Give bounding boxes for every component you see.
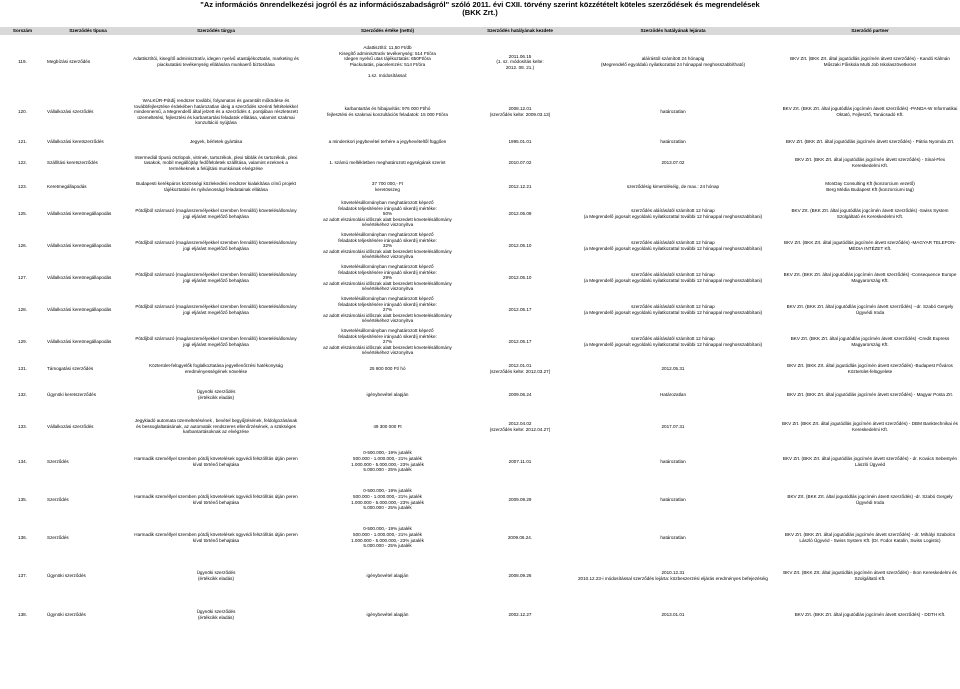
contract-value: 0-500.000,- 19% jutalék 500.000 - 1.000.000,- 21% jutalék 1.000.000 - 5.000.000,- 23% jutalék 5.000.000 - 25% jutalék: [351, 450, 424, 473]
contract-value: 0-500.000,- 19% jutalék 500.000 - 1.000.000,- 21% jutalék 1.000.000 - 5.000.000,- 23% jutalék 5.000.000 - 25% jutalék: [351, 526, 424, 549]
contract-end: határozatlan: [660, 534, 686, 540]
contract-end: határozatlan: [660, 138, 686, 144]
table-row: [0, 558, 960, 594]
contract-value: 0-500.000,- 19% jutalék 500.000 - 1.000.000,- 21% jutalék 1.000.000 - 5.000.000,- 23% jutalék 5.000.000 - 25% jutalék: [351, 488, 424, 511]
contract-start: 2012.12.21: [508, 184, 532, 190]
contract-type: Vállalkozási keretmegállapodás: [47, 307, 112, 313]
table-row: [0, 91, 960, 133]
contract-end: szerződés aláírásától számított 12 hónap (a Megrendelő jogosult egyoldalú nyilatkozattal további 12 hónappal meghosszabbítani): [583, 304, 763, 315]
table-row: [0, 597, 960, 632]
table-row: [0, 361, 960, 376]
contract-partner: BKV Zrt. (BKK Zrt. által jogutódlás jogcímén átvett szerződés) - Ikon Kereskedelmi és Szolgáltató Kft.: [783, 570, 957, 581]
contract-type: Vállalkozási szerződés: [47, 423, 94, 429]
contract-partner: BKV Zrt. (BKK Zrt. által jogutódlás jogcímén átvett szerződés) - Kandó Kálmán Műszaki Főiskola Multi Job Iskolaszövetkezet: [790, 56, 950, 67]
contract-partner: BKV Zrt. (BKK Zrt. által jogutódlás jogcímén átvett szerződés) -Swiss System Szolgáltató és Kereskedelmi Kft.: [791, 208, 949, 219]
row-number: 125.: [18, 211, 27, 217]
contract-partner: BKV Zrt. (BKK Zrt. által jogutódlás jogcímén átvett szerződés) -Budapest Főváros Közterület-felügyelete: [787, 362, 953, 374]
contract-subject: Ügynöki szerződés (értékcikk eladás): [196, 388, 236, 400]
contract-end: aláírástól számított 24 hónapig (Megrendelő egyoldalú nyilatkozattal 24 hónappal meghosszabbítható): [600, 56, 746, 67]
row-number: 134.: [18, 458, 27, 464]
contract-value: igénybevétel alapján: [366, 611, 409, 617]
contract-subject: Jegykiadó automata üzemeltetésének , bevétel begyűjtésének, feldolgozásának és bessoglaltatásának, az automaták rendszeres ellenőrzésének, a szükséges karbantartásoknak az elvégzése: [134, 418, 298, 435]
contract-type: Vállalkozási szerződés: [47, 109, 94, 115]
row-number: 135.: [18, 496, 27, 502]
contract-value: követelésállományban meghatározott képező feladatok teljesítésére irányadó sikerdíj mértéke: 27% az adott elszámolási időszak alatt beszedett követelésállomány névértékéhez viszonyítva: [323, 328, 452, 356]
contract-partner: MonDay Consulting Kft (konzorcium vezető) Berg Média Budapest Kft (konzorciumi tag): [825, 181, 915, 192]
row-number: 126.: [18, 243, 27, 249]
table-row: [0, 262, 960, 294]
title-line-2: (BKK Zrt.): [462, 8, 498, 17]
contract-end: 2013.01.01: [661, 611, 685, 617]
column-header: Szerződés hatályának kezdete: [474, 27, 566, 35]
contract-subject: Pótdíjból származó (magánszemélyekkel szemben fennálló) követelésállomány jogi eljárást megelőző behajtása: [135, 304, 297, 315]
contract-value: követelésállományban meghatározott képező feladatok teljesítésére irányadó sikerdíj mértéke: 32% az adott elszámolási időszak alatt beszedett követelésállomány névértékéhez viszonyítva: [323, 232, 452, 260]
contract-type: Szerződés: [47, 496, 69, 502]
row-number: 119.: [18, 59, 27, 65]
row-number: 138.: [18, 611, 27, 617]
contract-partner: BKV Zrt. (BKK Zrt. által jogutódlás jogcímén átvett szerződés) - Magyar Posta Zrt.: [786, 391, 954, 397]
table-header-row: [0, 27, 960, 35]
contract-subject: Ügynöki szerződés (értékcikk eladás): [196, 570, 236, 581]
contract-start: 2009.06.24: [508, 391, 532, 397]
contract-subject: Jegyek, bérletek gyártása: [189, 138, 243, 144]
contract-subject: Ügynöki szerződés (értékcikk eladás): [196, 608, 236, 620]
contract-value: igénybevétel alapján: [366, 391, 409, 397]
contract-type: Vállalkozási keretmegállapodás: [47, 211, 112, 217]
row-number: 127.: [18, 275, 27, 281]
contract-subject: WALKÜR-Pótdíj rendszer további, folyamatos és garantált működése és továbbfejlesztése érdekében határozatlan ideig a szerződés szerinti feltételekkel mindennemű, a Megrendelő által jelzett és a szerződés 4. pontjában részletezett üzemeltetési, fejlesztési és karbantartási feladatok ellátása, valamint szakmai konzultáció nyújtása: [134, 98, 298, 126]
contract-type: Ügynöki szerződés: [47, 611, 86, 617]
row-number: 120.: [18, 109, 27, 115]
table-row: [0, 326, 960, 358]
contract-end: határozatlan: [660, 496, 686, 502]
contract-end: Határozatlan: [659, 391, 687, 397]
table-row: [0, 198, 960, 230]
contract-type: Támogatási szerződés: [47, 365, 94, 371]
contract-partner: BKV Zrt. (BKK Zrt. által jogutódlás jogcímén átvett szerződés) - DDTH Kft.: [794, 611, 946, 617]
contract-value: a mindenkori jegybevétel terhére a jegyhevételtől függően: [328, 138, 447, 144]
contract-start: 2009.09.29: [508, 496, 532, 502]
row-number: 133.: [18, 423, 27, 429]
contract-start: 2012.05.09: [508, 211, 532, 217]
table-row: [0, 230, 960, 262]
contract-start: 2012.05.10: [508, 243, 532, 249]
table-row: [0, 380, 960, 409]
row-number: 129.: [18, 339, 27, 345]
contract-value: követelésállományban meghatározott képező feladatok teljesítésére irányadó sikerdíj mértéke: 29% az adott elszámolási időszak alatt beszedett követelésállomány névértékéhez viszonyítva: [323, 264, 452, 292]
contract-value: követelésállományban meghatározott képező feladatok teljesítésére irányadó sikerdíj mértéke: 50% az adott elszámolási időszak alatt beszedett követelésállomány névértékéhez viszonyítva: [323, 200, 452, 228]
table-row: [0, 137, 960, 146]
contract-subject: Adattisztítói, kisegítő adminisztratív, idegen nyelvű utastájékoztatás, marketing és piackutatási tevékenység ellátására munkaerő biztosítása: [133, 56, 299, 67]
contract-end: szerződés aláírásától számított 12 hónap (a Megrendelő jogosult egyoldalú nyilatkozattal további 12 hónappal meghosszabbítani): [583, 272, 763, 283]
contract-value: 37 700 000,- Ft keretösszeg: [371, 181, 404, 192]
table-row: [0, 520, 960, 555]
contract-end: 2013.07.02: [661, 160, 685, 166]
contract-start: 2002.12.27: [508, 611, 532, 617]
contract-type: Ügynöki keretszerződés: [47, 391, 97, 397]
table-row: [0, 150, 960, 176]
contracts-table: [0, 27, 960, 632]
row-number: 132.: [18, 391, 27, 397]
contract-start: 1995.01.01: [508, 138, 532, 144]
page-title: [0, 0, 960, 27]
contract-subject: Intermediál típusú öszlopok, vitrinek, tartozékok, plexi táblák és tartozékok, plexi tasakok, mobil megállójtáp fedőfelületek szállítása, valamint ezeknek a termékeknek a felújítási munkáinak elvégzése: [134, 154, 298, 171]
contract-end: 2010.12.31 2010.12.23-i módosítással szerződés lejárta: közbeszerzési eljárás eredményes befejezéséig: [578, 570, 768, 581]
contract-start: 2011.06.15 (1. sz. módosítás kelte: 2012. 08. 21.): [496, 53, 544, 70]
contract-end: szerződésig kimerüléséig, de max.: 24 hónap: [626, 184, 720, 190]
row-number: 123.: [18, 184, 27, 190]
table-row: [0, 412, 960, 441]
contract-value: követelésállományban meghatározott képező feladatok teljesítésére irányadó sikerdíj mértéke: 27% az adott elszámolási időszak alatt beszedett követelésállomány névértékéhez viszonyítva: [323, 296, 452, 324]
contract-type: Ügynöki szerződés: [47, 573, 86, 579]
contract-partner: BKV Zrt. (BKK Zrt. által jogutódlás jogcímén átvett szerződés) -dr. Szabó Gergely Ügyvédi Iroda: [787, 493, 953, 505]
contract-subject: Pótdíjból származó (magánszemélyekkel szemben fennálló) követelésállomány jogi eljárást megelőző behajtása: [135, 272, 297, 283]
contract-type: Vállalkozási keretmegállapodás: [47, 243, 112, 249]
contract-value: igénybevétel alapján: [366, 573, 409, 579]
contract-partner: BKV Zrt. (BKK Zrt. által jogutódlás jogcímén átvett szerződés) -MAGYAR TELEFON-MÉDIA INTÉZET Kft.: [784, 240, 956, 251]
contract-end: 2012.05.31: [661, 365, 685, 371]
contract-start: 2012.01.01 (szerződés kelte: 2012.03.27): [489, 362, 551, 374]
table-row: [0, 35, 960, 89]
table-row: [0, 444, 960, 479]
contract-type: Szállítási keretszerződés: [47, 160, 98, 166]
contract-start: 2012.05.17: [508, 307, 532, 313]
contract-type: Vállalkozási keretmegállapodás: [47, 339, 112, 345]
column-header: Szerződés értéke (nettó): [301, 27, 474, 35]
table-row: [0, 179, 960, 195]
contract-type: Szerződés: [47, 534, 69, 540]
column-header: Szerződés hatályának lejárata: [566, 27, 780, 35]
contract-end: határozatlan: [660, 458, 686, 464]
table-row: [0, 294, 960, 326]
contract-type: Megbízási szerződés: [47, 59, 91, 65]
contract-type: Szerződés: [47, 458, 69, 464]
contract-subject: Budapesti kerékpáros közösségi közlekedési rendszer kialakítása című projekt tájékoztatási és nyilvánossági feladatainak ellátása: [136, 181, 296, 192]
column-header: Szerződés típusa: [45, 27, 131, 35]
contract-end: határozatlan: [660, 109, 686, 115]
contract-partner: BKV Zrt. (BKK Zrt. által jogutódlás jogcímén átvett szerződés) - Pátria Nyomda Zrt.: [785, 138, 955, 144]
contract-value: 25 800 000 Ft/ hó: [369, 365, 406, 371]
contract-partner: BKV Zrt. (BKK Zrt. által jogutódlás jogcímén átvett szerződés) -Consequence Europe Magyarország Kft.: [783, 272, 957, 283]
contract-start: 2009.06.24.: [507, 534, 533, 540]
contract-start: 2008.09.26: [508, 573, 532, 579]
contract-subject: Közterület-felügyelők foglalkoztatása jegyellenőrzési hatékonyság eredményességének növelése: [149, 362, 283, 374]
contract-partner: BKV Zrt. (BKK Zrt. által jogutódlás jogcímén átvett szerződés) -Credit Express Magyarország Kft.: [790, 336, 950, 347]
row-number: 122.: [18, 160, 27, 166]
contract-partner: BKV Zrt. (BKK Zrt. által jogutódlás jogcímén átvett szerződés) - DBM Banktechnikai és Kereskedelmi Kft.: [782, 420, 958, 432]
table-row: [0, 482, 960, 517]
contract-type: Keretmegállapodás: [47, 184, 87, 190]
row-number: 121.: [18, 138, 27, 144]
contract-partner: BKV Zrt. (BKK Zrt. által jogutódlás jogcímén átvett szerződés) --dr. Szabó Gergely Ügyvédi Iroda: [786, 304, 954, 315]
contract-subject: Pótdíjból származó (magánszemélyekkel szemben fennálló) követelésállomány jogi eljárást megelőző behajtása: [135, 240, 297, 251]
contract-start: 2010.07.02: [508, 160, 532, 166]
contract-start: 2012.05.10: [508, 275, 532, 281]
contract-type: Vállalkozási keretszerződés: [47, 138, 104, 144]
contract-start: 2007.11.01: [508, 458, 532, 464]
contract-end: szerződés aláírásától számított 12 hónap (a Megrendelő jogosult egyoldalú nyilatkozattal további 12 hónappal meghosszabbítani): [583, 336, 763, 347]
contract-subject: Pótdíjból származó (magánszemélyekkel szemben fennálló) követelésállomány jogi eljárást megelőző behajtása: [135, 336, 297, 347]
contract-partner: BKV Zrt. (BKK Zrt. által jogutódlás jogcímén átvett szerződés) - dr. Mihályi Szabolcs László Ügyvéd - Swiss System Kft. (Dr. Fodor Katalin, Swiss Logistic): [784, 531, 956, 543]
contract-subject: Harmadik személlyel szemben pótdíj követelések ügyvédi felszólítás útján peren kívül történő behajtása: [134, 531, 298, 543]
row-number: 136.: [18, 534, 27, 540]
contract-subject: Pótdíjból származó (magánszemélyekkel szemben fennálló) követelésállomány jogi eljárást megelőző behajtása: [135, 208, 297, 219]
contract-value: 1. számú mellékletben meghatározott egységárak szerint: [329, 160, 446, 166]
contract-subject: Harmadik személlyel szemben pótdíj követelések ügyvédi felszólítás útján peren kívül történő behajtása: [134, 455, 298, 467]
contract-value: karbantartás és hibajavítás: 976 000 Ft/hó fejlesztési és szakmai konzultációs feladatok: 15 000 Ft/óra: [327, 106, 448, 117]
contract-end: szerződés aláírásától számított 12 hónap (a Megrendelő jogosult egyoldalú nyilatkozattal további 12 hónappal meghosszabbítani): [583, 208, 763, 219]
contract-partner: BKV Zrt. (BKK Zrt. által jogutódlás jogcímén átvett szerződés) - dr. Kovács Sebestyén László Ügyvéd: [782, 455, 958, 467]
contract-start: 2012.04.02 (szerződés kelte: 2012.04.27): [489, 420, 551, 432]
column-header: Sorszám: [0, 27, 45, 35]
contract-start: 2008.12.01 (szerződés kelte: 2009.03.13): [489, 106, 551, 117]
contract-value: Adattisztító: 11,50 Ft/db Kisegítő adminisztratív tevékenység: 514 Ft/óra Idegen nyelvű utas tájékoztatás: 650Ft/óra Piackutatás, piacelemzés: 514 Ft/óra 1.sz. módosítással:: [339, 45, 436, 79]
row-number: 131.: [18, 365, 27, 371]
contract-partner: BKV Zrt. (BKK Zrt. által jogutódlás jogcímén átvett szerződés) -PANDA-W Informatikai Oktató, Fejlesztő, Tanácsadó Kft.: [782, 106, 958, 117]
contract-partner: BKV Zrt. (BKK Zrt. által jogutódlás jogcímén átvett szerződés) - Sinal-Flex Kereskedelmi Kft.: [794, 157, 946, 168]
row-number: 128.: [18, 307, 27, 313]
contract-value: 49 300 000 Ft: [373, 423, 402, 429]
row-number: 137.: [18, 573, 27, 579]
contract-end: szerződés aláírásától számított 12 hónap (a Megrendelő jogosult egyoldalú nyilatkozattal további 12 hónappal meghosszabbítani): [583, 240, 763, 251]
contract-type: Vállalkozási keretmegállapodás: [47, 275, 112, 281]
column-header: Szerződés tárgya: [131, 27, 301, 35]
column-header: Szerződő partner: [780, 27, 960, 35]
contract-subject: Harmadik személlyel szemben pótdíj követelések ügyvédi felszólítás útján peren kívül történő behajtása: [134, 493, 298, 505]
title-line-1: "Az információs önrendelkezési jogról és az információszabadságról" szóló 2011. évi CXII. törvény szerint közzétételt köteles szerződések és megrendelések: [200, 0, 760, 9]
contract-end: 2017.07.31: [661, 423, 685, 429]
contract-start: 2012.05.17: [508, 339, 532, 345]
